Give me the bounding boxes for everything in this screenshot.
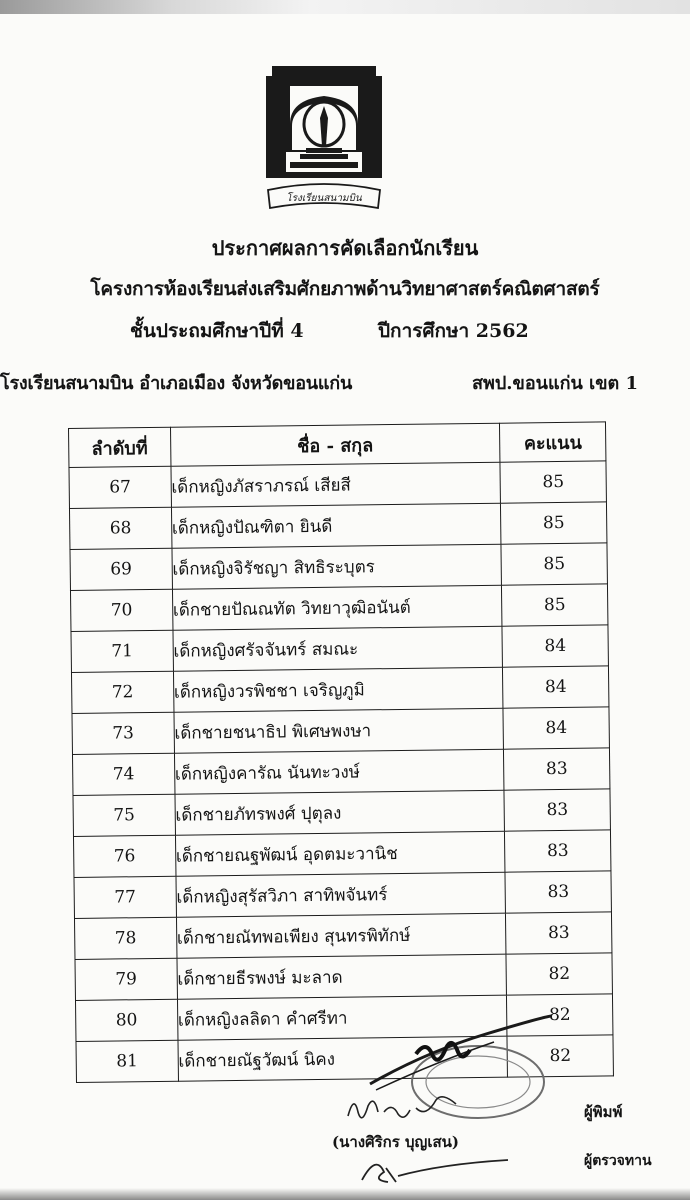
rank-cell: 69 bbox=[70, 548, 172, 590]
rank-cell: 67 bbox=[69, 466, 171, 508]
name-cell: เด็กชายภัทรพงศ์ ปุตุลง bbox=[175, 790, 505, 835]
school-logo bbox=[262, 66, 386, 222]
printer-role-label: ผู้พิมพ์ bbox=[584, 1103, 623, 1121]
table-row bbox=[72, 748, 609, 796]
score-cell: 84 bbox=[503, 707, 609, 749]
name-cell: เด็กหญิงวรพิชชา เจริญภูมิ bbox=[173, 667, 503, 712]
rank-cell: 79 bbox=[75, 958, 177, 1000]
header-score: คะแนน bbox=[500, 422, 606, 462]
table-header-row bbox=[69, 422, 606, 468]
table-row bbox=[69, 461, 606, 509]
name-cell: เด็กหญิงสุรัสวิภา สาทิพจันทร์ bbox=[176, 872, 506, 917]
table-row bbox=[70, 543, 607, 591]
name-cell: เด็กชายณัทพอเพียง สุนทรพิทักษ์ bbox=[176, 913, 506, 958]
top-edge-shadow bbox=[0, 0, 690, 14]
name-cell: เด็กหญิงจิรัชญา สิทธิระบุตร bbox=[172, 544, 502, 589]
score-cell: 85 bbox=[502, 584, 608, 626]
score-cell: 84 bbox=[502, 625, 608, 667]
table-row bbox=[74, 871, 611, 919]
rank-cell: 72 bbox=[71, 671, 173, 713]
table-row bbox=[75, 953, 612, 1001]
score-cell: 83 bbox=[506, 912, 612, 954]
results-table bbox=[68, 421, 614, 1083]
score-cell: 84 bbox=[503, 666, 609, 708]
table-row bbox=[69, 502, 606, 550]
rank-cell: 78 bbox=[74, 917, 176, 959]
rank-cell: 70 bbox=[70, 589, 172, 631]
school-location: โรงเรียนสนามบิน อำเภอเมือง จังหวัดขอนแก่น bbox=[0, 373, 353, 394]
table-row bbox=[70, 584, 607, 632]
rank-cell: 71 bbox=[71, 630, 173, 672]
academic-year: ปีการศึกษา 2562 bbox=[378, 320, 529, 342]
rank-cell: 74 bbox=[72, 753, 174, 795]
name-cell: เด็กชายธีรพงษ์ มะลาด bbox=[177, 954, 507, 999]
score-cell: 83 bbox=[505, 830, 611, 872]
name-cell: เด็กชายณฐพัฒน์ อุดตมะวานิช bbox=[175, 831, 505, 876]
name-cell: เด็กหญิงลลิดา คำศรีทา bbox=[177, 995, 507, 1040]
announcement-title: ประกาศผลการคัดเลือกนักเรียน bbox=[211, 236, 479, 260]
score-cell: 85 bbox=[501, 502, 607, 544]
rank-cell: 76 bbox=[73, 835, 175, 877]
score-cell: 85 bbox=[501, 543, 607, 585]
score-cell: 83 bbox=[505, 871, 611, 913]
rank-cell: 68 bbox=[69, 507, 171, 549]
table-row bbox=[73, 830, 610, 878]
checker-signature bbox=[352, 1150, 512, 1190]
name-cell: เด็กชายชนาธิป พิเศษพงษา bbox=[174, 708, 504, 753]
name-cell: เด็กหญิงปัณฑิตา ยินดี bbox=[171, 503, 501, 548]
header-name: ชื่อ - สกุล bbox=[170, 423, 500, 466]
table-row bbox=[72, 707, 609, 755]
name-cell: เด็กชายณัฐวัฒน์ นิคง bbox=[178, 1036, 508, 1081]
program-title: โครงการห้องเรียนส่งเสริมศักยภาพด้านวิทยาศาสตร์คณิตศาสตร์ bbox=[90, 278, 600, 300]
rank-cell: 80 bbox=[75, 999, 177, 1041]
name-cell: เด็กชายปัณณทัต วิทยาวุฒิอนันต์ bbox=[172, 585, 502, 630]
printer-name: (นางศิริกร บุญเสน) bbox=[332, 1133, 459, 1151]
table-row bbox=[71, 666, 608, 714]
rank-cell: 81 bbox=[76, 1040, 178, 1082]
table-row bbox=[73, 789, 610, 837]
checker-role-label: ผู้ตรวจทาน bbox=[584, 1153, 652, 1169]
score-cell: 83 bbox=[504, 748, 610, 790]
logo-banner-text: โรงเรียนสนามบิน bbox=[286, 193, 362, 204]
rank-cell: 75 bbox=[73, 794, 175, 836]
education-area: สพป.ขอนแก่น เขต 1 bbox=[472, 373, 638, 394]
score-cell: 82 bbox=[507, 994, 613, 1036]
header-rank: ลำดับที่ bbox=[69, 427, 171, 467]
table-row bbox=[74, 912, 611, 960]
score-cell: 82 bbox=[506, 953, 612, 995]
name-cell: เด็กหญิงคารัณ นันทะวงษ์ bbox=[174, 749, 504, 794]
score-cell: 85 bbox=[500, 461, 606, 503]
grade-level: ชั้นประถมศึกษาปีที่ 4 bbox=[130, 320, 304, 342]
score-cell: 82 bbox=[507, 1035, 613, 1077]
table-row bbox=[71, 625, 608, 673]
score-cell: 83 bbox=[504, 789, 610, 831]
bottom-edge-shadow bbox=[0, 1188, 690, 1200]
name-cell: เด็กหญิงศรัจจันทร์ สมณะ bbox=[173, 626, 503, 671]
name-cell: เด็กหญิงภัสราภรณ์ เสียสี bbox=[171, 462, 501, 507]
rank-cell: 77 bbox=[74, 876, 176, 918]
rank-cell: 73 bbox=[72, 712, 174, 754]
printer-signature bbox=[344, 1090, 464, 1124]
